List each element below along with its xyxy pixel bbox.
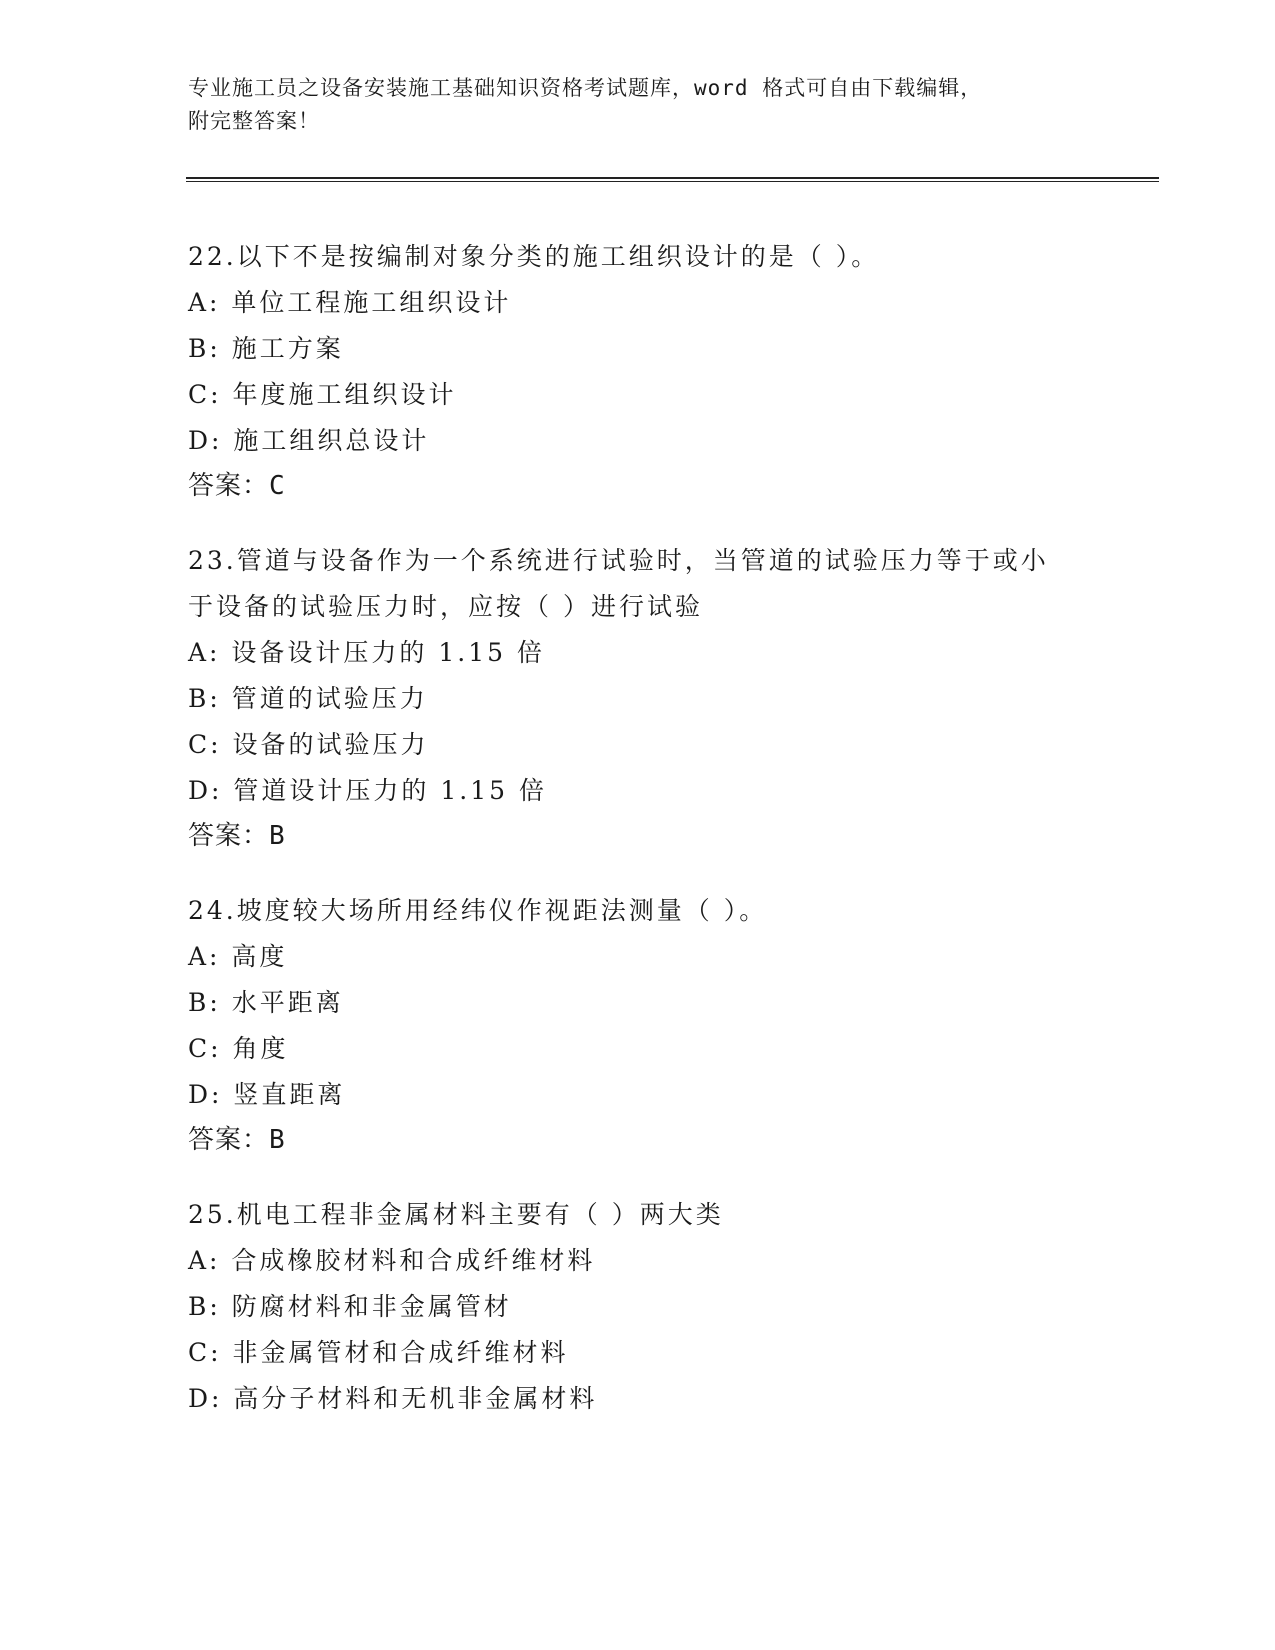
header-line-2: 附完整答案！ xyxy=(188,109,320,133)
question-option: C: 年度施工组织设计 xyxy=(188,380,457,409)
answer-label: 答案： xyxy=(188,471,270,501)
question-block xyxy=(188,234,1088,508)
question-stem: 23.管道与设备作为一个系统进行试验时，当管道的试验压力等于或小 xyxy=(188,546,1049,575)
question-option: B: 水平距离 xyxy=(188,988,344,1017)
question-option: B: 防腐材料和非金属管材 xyxy=(188,1292,512,1321)
header-divider-thin xyxy=(186,181,1159,182)
question-stem: 25.机电工程非金属材料主要有（ ）两大类 xyxy=(188,1200,724,1229)
question-option: C: 非金属管材和合成纤维材料 xyxy=(188,1338,569,1367)
question-option: D: 施工组织总设计 xyxy=(188,426,430,455)
answer-value: B xyxy=(269,821,286,851)
answer-label: 答案： xyxy=(188,1125,270,1155)
question-option: B: 管道的试验压力 xyxy=(188,684,428,713)
question-stem: 于设备的试验压力时，应按（ ）进行试验 xyxy=(188,592,703,621)
answer-value: B xyxy=(269,1125,286,1155)
question-stem: 22.以下不是按编制对象分类的施工组织设计的是（ ）。 xyxy=(188,242,880,271)
question-option: C: 角度 xyxy=(188,1034,289,1063)
answer-label: 答案： xyxy=(188,821,270,851)
question-option: D: 竖直距离 xyxy=(188,1080,346,1109)
question-option: B: 施工方案 xyxy=(188,334,344,363)
question-block xyxy=(188,1192,1088,1422)
question-option: C: 设备的试验压力 xyxy=(188,730,429,759)
answer-line xyxy=(188,464,1088,508)
question-option: A: 设备设计压力的 1.15 倍 xyxy=(188,638,545,667)
question-list xyxy=(188,234,1088,1452)
question-option: A: 合成橡胶材料和合成纤维材料 xyxy=(188,1246,596,1275)
question-option: D: 管道设计压力的 1.15 倍 xyxy=(188,776,547,805)
answer-value: C xyxy=(269,471,286,501)
header-divider-thick xyxy=(186,177,1159,179)
question-option: A: 单位工程施工组织设计 xyxy=(188,288,512,317)
question-block xyxy=(188,538,1088,858)
header-line-1: 专业施工员之设备安装施工基础知识资格考试题库，word 格式可自由下载编辑， xyxy=(188,76,983,100)
question-option: A: 高度 xyxy=(188,942,288,971)
question-stem: 24.坡度较大场所用经纬仪作视距法测量（ ）。 xyxy=(188,896,768,925)
answer-line xyxy=(188,814,1088,858)
question-option: D: 高分子材料和无机非金属材料 xyxy=(188,1384,598,1413)
question-block xyxy=(188,888,1088,1162)
answer-line xyxy=(188,1118,1088,1162)
page-header xyxy=(188,72,1088,138)
